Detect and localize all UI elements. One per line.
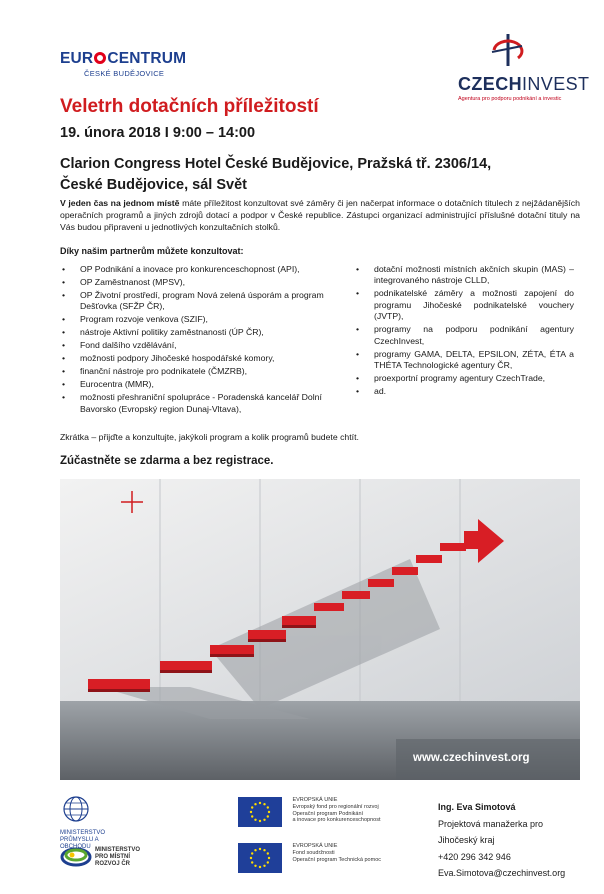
- stairs-illustration: [60, 479, 580, 780]
- list-item: • ad.: [356, 386, 574, 397]
- eu-flag-icon: [238, 843, 282, 873]
- list-item: • Eurocentra (MMR),: [62, 379, 352, 390]
- partners-lead: Díky našim partnerům můžete konzultovat:: [60, 246, 244, 256]
- partners-list-right: [356, 264, 574, 399]
- call-to-action: Zúčastněte se zdarma a bez registrace.: [60, 455, 274, 467]
- czechinvest-name: CZECHINVEST: [458, 74, 590, 94]
- eu-flag-icon: [238, 797, 282, 827]
- list-item: • Program rozvoje venkova (SZIF),: [62, 314, 352, 325]
- partners-list-left: [62, 264, 352, 417]
- venue-line-1: Clarion Congress Hotel České Budějovice, Pražská tř. 2306/14,: [60, 156, 492, 172]
- list-item: • možnosti přeshraniční spolupráce - Poradenská kancelář Dolní Bavorsko (Evropský region Dunaj-Vltava),: [62, 392, 352, 415]
- stairs-arrow-image: [60, 479, 580, 780]
- list-item: • programy GAMA, DELTA, EPSILON, ZÉTA, ÉTA a THÉTA Technologické agentury ČR,: [356, 349, 574, 372]
- venue-line-2: České Budějovice, sál Svět: [60, 177, 247, 193]
- list-item: • možnosti podpory Jihočeské hospodářské komory,: [62, 353, 352, 364]
- list-item: • podnikatelské záměry a možnosti zapojení do programu Jihočeské podnikatelské vouchery (JVTP),: [356, 288, 574, 322]
- czechinvest-url[interactable]: www.czechinvest.org: [413, 752, 530, 764]
- intro-paragraph: V jeden čas na jednom místě máte příležitost konzultovat své záměry či jen načerpat informace o dotačních titulech z nejžádanějších operačních programů a jiných zdrojů dotací a podpor v České republice. Zástupci organizací administrující příslušné dotační tituly na Vás budou připraveni u jednotlivých konzultačních stolků.: [60, 198, 580, 232]
- list-item: • programy na podporu podnikání agentury CzechInvest,: [356, 324, 574, 347]
- eurocentrum-subtitle: ČESKÉ BUDĚJOVICE: [84, 69, 165, 78]
- contact-email[interactable]: Eva.Simotova@czechinvest.org: [438, 868, 566, 878]
- list-item: • OP Zaměstnanost (MPSV),: [62, 277, 352, 288]
- ring-icon: [94, 52, 106, 64]
- contact-block: [438, 799, 565, 882]
- czechinvest-mark-icon: [488, 32, 528, 68]
- ministry-regional-logo: MINISTERSTVO PRO MÍSTNÍ ROZVOJ ČR: [60, 843, 170, 874]
- contact-phone[interactable]: +420 296 342 946: [438, 851, 511, 862]
- contact-region: Jihočeský kraj: [438, 835, 495, 845]
- list-item: • OP Životní prostředí, program Nová zelená úsporám a program Dešťovka (SFŽP ČR),: [62, 290, 352, 313]
- list-item: • proexportní programy agentury CzechTrade,: [356, 373, 574, 384]
- summary-text: Zkrátka – přijďte a konzultujte, jakýkoli program a kolik programů budete chtít.: [60, 432, 359, 442]
- event-venue: [60, 154, 491, 196]
- czechinvest-logo: [458, 32, 590, 102]
- eurocentrum-logo: EUR CENTRUM ČESKÉ BUDĚJOVICE: [60, 50, 187, 78]
- event-date: 19. února 2018 I 9:00 – 14:00: [60, 125, 256, 141]
- contact-role: Projektová manažerka pro: [438, 818, 544, 829]
- eu-erdf-logo: EVROPSKÁ UNIE Evropský fond pro regionální rozvoj Operační program Podnikání a inovace pro konkurenceschopnost: [238, 797, 381, 827]
- eu-cohesion-logo: EVROPSKÁ UNIE Fond soudržnosti Operační program Technická pomoc: [238, 843, 381, 873]
- list-item: • dotační možnosti místních akčních skupin (MAS) – integrovaného nástroje CLLD,: [356, 264, 574, 287]
- globe-icon: [60, 795, 92, 823]
- contact-name: Ing. Eva Simotová: [438, 802, 516, 812]
- mmr-swirl-icon: [60, 843, 92, 869]
- list-item: • finanční nástroje pro podnikatele (ČMZRB),: [62, 366, 352, 377]
- czechinvest-tagline: Agentura pro podporu podnikání a investic: [458, 96, 562, 102]
- list-item: • nástroje Aktivní politiky zaměstnanosti (ÚP ČR),: [62, 327, 352, 338]
- list-item: • Fond dalšího vzdělávání,: [62, 340, 352, 351]
- list-item: • OP Podnikání a inovace pro konkurenceschopnost (API),: [62, 264, 352, 275]
- ministry-industry-logo: MINISTERSTVO PRŮMYSLU A OBCHODU: [60, 795, 130, 851]
- event-title: Veletrh dotačních příležitostí: [60, 96, 319, 117]
